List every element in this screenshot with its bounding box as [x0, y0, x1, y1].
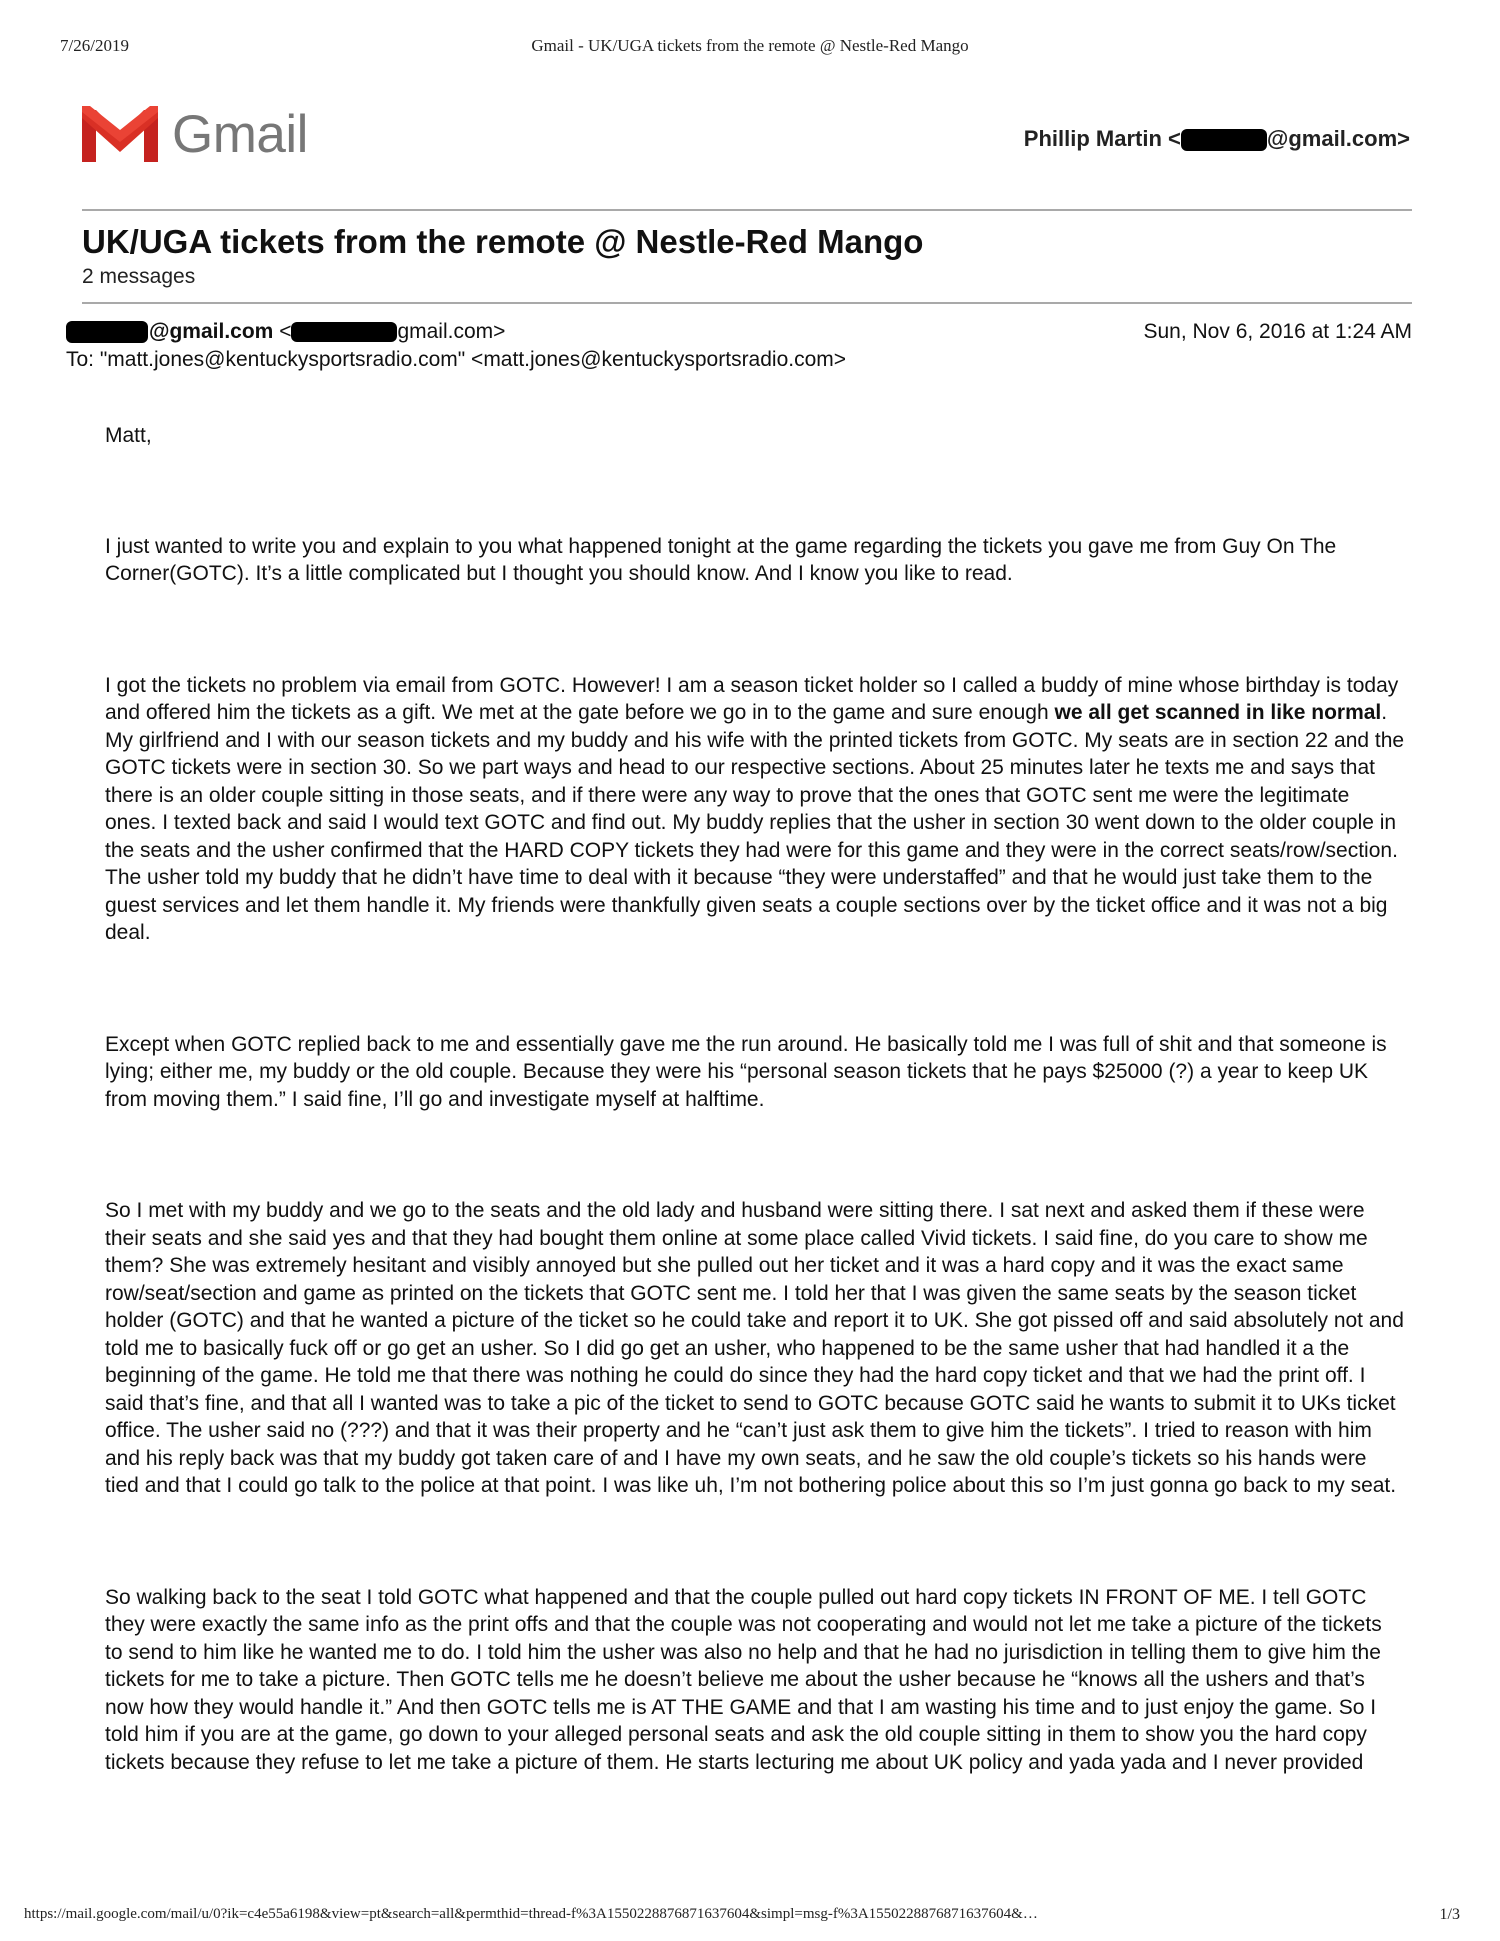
message-date: Sun, Nov 6, 2016 at 1:24 AM — [1143, 320, 1412, 343]
paragraph-4: So I met with my buddy and we go to the seats and the old lady and husband were sitting there. I sat next and asked them if these were their seats and she said yes and that they had bought them online at some place called Vivid tickets. I said fine, do you care to show me them? She was extremely hesitant and visibly annoyed but she pulled out her ticket and it was a hard copy and it was the exact same row/seat/section and game as printed on the tickets that GOTC sent me. I told her that I was given the same seats by the season ticket holder (GOTC) and that he wanted a picture of the ticket so he could take and report it to UK. She got pissed off and said absolutely not and told me to basically fuck off or go get an usher. So I did go get an usher, who happened to be the same usher that had handled it a the beginning of the game. He told me that there was nothing he could do since they had the hard copy ticket and that we had the print off. I said that’s fine, and that all I wanted was to take a pic of the ticket to send to GOTC because GOTC said he wants to submit it to UKs ticket office. The usher said no (???) and that it was their property and he “can’t just ask them to give him the tickets”. I tried to reason with him and his reply back was that my buddy got taken care of and I have my own seats, and he saw the old couple’s tickets so his hands were tied and that I could go talk to the police at that point. I was like uh, I’m not bothering police about this so I’m just gonna go back to my seat. — [105, 1199, 1404, 1497]
paragraph-2-bold: we all get scanned in like normal — [1054, 701, 1382, 724]
message-body — [105, 422, 1405, 1776]
gmail-logo — [82, 104, 308, 165]
thread-subject: UK/UGA tickets from the remote @ Nestle-Red Mango — [82, 223, 924, 260]
subject-divider — [82, 302, 1412, 304]
gmail-wordmark: Gmail — [172, 105, 308, 164]
header-divider — [82, 209, 1412, 211]
greeting: Matt, — [105, 424, 152, 447]
print-url: https://mail.google.com/mail/u/0?ik=c4e55a6198&view=pt&search=all&permthid=thread-f%3A1550228876871637604&simpl=msg-f%3A1550228876871637604&… — [24, 1906, 1038, 1922]
print-title: Gmail - UK/UGA tickets from the remote @ Nestle-Red Mango — [531, 36, 969, 55]
redaction-mark — [291, 322, 397, 342]
paragraph-3: Except when GOTC replied back to me and essentially gave me the run around. He basically told me I was full of shit and that someone is lying; either me, my buddy or the old couple. Because they were his “personal season tickets that he pays $25000 (?) a year to keep UK from moving them.” I said fine, I’ll go and investigate myself at halftime. — [105, 1032, 1387, 1111]
sender-email-domain: gmail.com> — [397, 320, 506, 343]
account-email — [1024, 126, 1410, 152]
paragraph-1: I just wanted to write you and explain to you what happened tonight at the game regarding the tickets you gave me from Guy On The Corner(GOTC). It’s a little complicated but I thought you should know. And I know you like to read. — [105, 534, 1337, 585]
message-count: 2 messages — [82, 265, 196, 288]
redaction-mark — [66, 321, 148, 343]
account-name: Phillip Martin — [1023, 126, 1162, 151]
paragraph-2-end: . My girlfriend and I with our season tickets and my buddy and his wife with the printed tickets from GOTC. My seats are in section 22 and the GOTC tickets were in section 30. So we part ways and head to our respective sections. About 25 minutes later he texts me and says that there is an older couple sitting in those seats, and if there were any way to prove that the ones that GOTC sent me were the legitimate ones. I texted back and said I would text GOTC and find out. My buddy replies that the usher in section 30 went down to the older couple in the seats and the usher confirmed that the HARD COPY tickets they had were for this game and they were in the correct seats/row/section. The usher told my buddy that he didn’t have time to deal with it because “they were understaffed” and that he would just take them to the guest services and let them handle it. My friends were thankfully given seats a couple sections over by the ticket office and it was not a big deal. — [105, 701, 1405, 944]
account-email-open: < — [1168, 126, 1181, 151]
print-date: 7/26/2019 — [60, 36, 129, 55]
page-number: 1/3 — [1439, 1906, 1460, 1923]
recipient-line: To: "matt.jones@kentuckysportsradio.com" <matt.jones@kentuckysportsradio.com> — [66, 348, 847, 371]
paragraph-2 — [105, 672, 1405, 947]
sender-line — [66, 320, 505, 344]
account-email-domain: @gmail.com> — [1266, 126, 1410, 151]
paragraph-2-start: I got the tickets no problem via email from GOTC. However! I am a season ticket holder so I called a buddy of mine whose birthday is today and offered him the tickets as a gift. We met at the gate before we go in to the game and sure enough — [105, 673, 1399, 724]
sender-name: @gmail.com — [149, 320, 274, 343]
gmail-m-icon — [82, 106, 158, 164]
paragraph-5: So walking back to the seat I told GOTC what happened and that the couple pulled out hard copy tickets IN FRONT OF ME. I tell GOTC they were exactly the same info as the print offs and that the couple was not cooperating and would not let me take a picture of the tickets to send to him like he wanted me to do. I told him the usher was also no help and that he had no jurisdiction in telling them to give him the tickets for me to take a picture. Then GOTC tells me he doesn’t believe me about the usher because he “knows all the ushers and that’s now how they would handle it.” And then GOTC tells me is AT THE GAME and that I am wasting his time and to just enjoy the game. So I told him if you are at the game, go down to your alleged personal seats and ask the old couple sitting in them to show you the hard copy tickets because they refuse to let me take a picture of them. He starts lecturing me about UK policy and yada yada and I never provided — [105, 1585, 1382, 1774]
sender-email-open: < — [279, 320, 292, 343]
redaction-mark — [1181, 129, 1267, 151]
